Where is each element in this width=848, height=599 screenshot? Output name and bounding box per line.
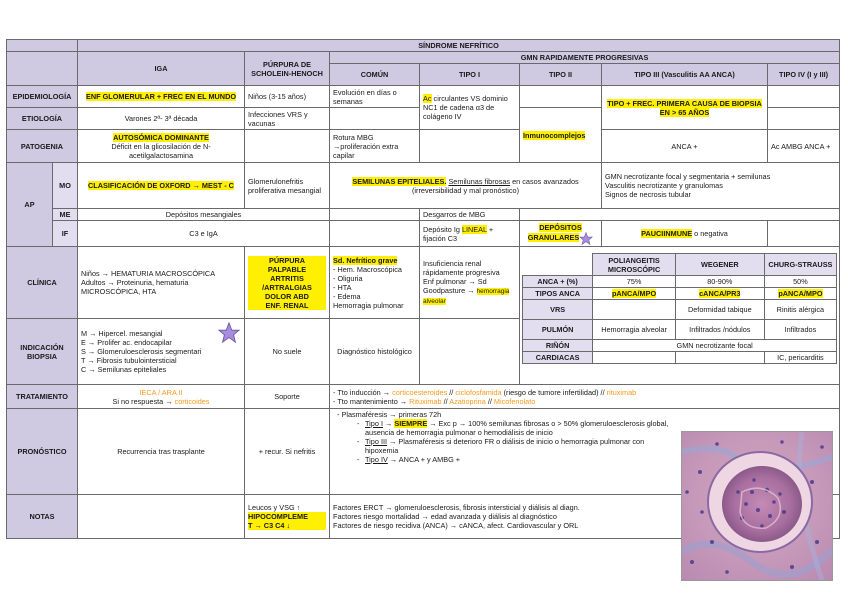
clin-comun: Sd. Nefrítico grave - Hem. Macroscópica - Oliguria - HTA - Edema Hemorragia pulmonar <box>330 247 420 319</box>
epi-tipo4 <box>768 86 840 108</box>
histology-image <box>681 431 833 581</box>
vasc-anca-churg: 50% <box>764 276 836 288</box>
etio-tipo4 <box>768 108 840 130</box>
if-tipo3: PAUCIINMUNE o negativa <box>602 221 768 247</box>
row-clinica: CLÍNICA <box>7 247 78 319</box>
vasc-vrs-weg: Deformidad tabique <box>675 300 764 320</box>
prono-gmn: - Plasmaféresis → primeras 72h - Tipo I → SIEMPRE → Exc p → 100% semilunas fibrosas o > 50% glomeruloesclerosis global, ausencia de hemorragia pulmonar o hemodiálisis de inicio - Tipo III → Plasmaféresis si deterioro FR o diálisis de inicio o hemorragia pulmonar con hipoxemia - Tipo IV → ANCA + y AMBG + <box>330 409 840 495</box>
vasc-corner <box>523 254 593 276</box>
vasc-vrs-poli <box>593 300 676 320</box>
clin-iga: Niños → HEMATURIA MACROSCÓPICA Adultos → Proteinuria, hematuria MICROSCÓPICA, HTA <box>78 247 245 319</box>
vasc-tipos-weg: cANCA/PR3 <box>675 288 764 300</box>
clin-tipo1: Insuficiencia renal rápidamente progresiva Enf pulmonar → Sd Goodpasture → hemorragia alveolar <box>420 247 520 319</box>
pato-tipo4: Ac AMBG ANCA + <box>768 130 840 163</box>
mo-comun: SEMILUNAS EPITELIALES. Semilunas fibrosas en casos avanzados (irreversibilidad y mal pronóstico) <box>330 163 602 209</box>
pato-tipo1 <box>420 130 520 163</box>
row-patogenia: PATOGENIA <box>7 130 78 163</box>
epi-tipo2 <box>520 86 602 108</box>
title-gmn: GMN RAPIDAMENTE PROGRESIVAS <box>330 52 840 64</box>
vasc-h-poli: POLIANGEITIS MICROSCÓPIC <box>593 254 676 276</box>
vasc-l-anca: ANCA + (%) <box>523 276 593 288</box>
vasc-h-weg: WEGENER <box>675 254 764 276</box>
star-icon <box>579 232 593 245</box>
col-tipo1: TIPO I <box>420 64 520 86</box>
mo-purpura: Glomerulonefritis proliferativa mesangial <box>245 163 330 209</box>
vasc-rinon: GMN necrotizante focal <box>593 340 837 352</box>
pato-purpura <box>245 130 330 163</box>
notas-iga <box>78 495 245 539</box>
vasc-pul-churg: Infiltrados <box>764 320 836 340</box>
if-comun <box>330 221 420 247</box>
col-comun: COMÚN <box>330 64 420 86</box>
trat-purpura: Soporte <box>245 385 330 409</box>
trat-gmn: - Tto inducción → corticoesteroides // ciclofosfamida (riesgo de tumore infertilidad) // rituximab - Tto mantenimiento → Rituximab // Azatioprina // Micofenolato <box>330 385 840 409</box>
vasc-pul-poli: Hemorragia alveolar <box>593 320 676 340</box>
me-comun <box>330 209 420 221</box>
me-iga: Depósitos mesangiales <box>78 209 330 221</box>
vasc-anca-weg: 80-90% <box>675 276 764 288</box>
vasc-l-vrs: VRS <box>523 300 593 320</box>
col-tipo3: TIPO III (Vasculitis AA ANCA) <box>602 64 768 86</box>
biopsia-iga: M → Hipercel. mesangial E → Prolifer ac. endocapilar S → Glomeruloesclerosis segmentari T → Fibrosis tubulointersticial C → Semilunas epiteliales <box>78 319 245 385</box>
etio-comun <box>330 108 420 130</box>
col-tipo4: TIPO IV (I y III) <box>768 64 840 86</box>
col-purpura: PÚRPURA DE SCHOLEIN-HENOCH <box>245 52 330 86</box>
etio-iga: Varones 2ª- 3ª década <box>78 108 245 130</box>
col-tipo2: TIPO II <box>520 64 602 86</box>
vasc-vrs-churg: Rinitis alérgica <box>764 300 836 320</box>
pato-tipo3: ANCA + <box>602 130 768 163</box>
vasc-h-churg: CHURG-STRAUSS <box>764 254 836 276</box>
etio-tipo2: Inmunocomplejos <box>520 108 602 163</box>
etio-tipo1: Ac circulantes VS dominio NC1 de cadena α3 de colágeno IV <box>420 86 520 130</box>
prono-iga: Recurrencia tras trasplante <box>78 409 245 495</box>
biopsia-tipo1 <box>420 319 520 385</box>
row-etiologia: ETIOLOGÍA <box>7 108 78 130</box>
if-tipo1: Depósito Ig LINEAL + fijación C3 <box>420 221 520 247</box>
vasc-tipos-poli: pANCA/MPO <box>593 288 676 300</box>
notas-purpura: Leucos y VSG ↑ HIPOCOMPLEME T → C3 C4 ↓ <box>245 495 330 539</box>
vasc-card-poli <box>593 352 676 364</box>
vasc-l-tipos: TIPOS ANCA <box>523 288 593 300</box>
if-tipo2: DEPÓSITOS GRANULARES <box>520 221 602 247</box>
row-ap: AP <box>7 163 53 247</box>
vasculitis-table <box>522 253 837 364</box>
epi-iga: ENF GLOMERULAR + FREC EN EL MUNDO <box>78 86 245 108</box>
corner-cell <box>7 40 78 52</box>
mo-iga: CLASIFICACIÓN DE OXFORD → MEST - C <box>78 163 245 209</box>
biopsia-comun: Diagnóstico histológico <box>330 319 420 385</box>
prono-list <box>333 419 677 464</box>
me-tipo1: Desgarros de MBG <box>420 209 520 221</box>
title-sindrome: SÍNDROME NEFRÍTICO <box>78 40 840 52</box>
prono-tipo1: - Tipo I → SIEMPRE → Exc p → 100% semilunas fibrosas o > 50% glomeruloesclerosis global, ausencia de hemorragia pulmonar o hemodiálisis de inicio <box>365 419 677 437</box>
row-mo: MO <box>53 163 78 209</box>
row-indicacion: INDICACIÓN BIOPSIA <box>7 319 78 385</box>
vasc-l-card: CARDIACAS <box>523 352 593 364</box>
prono-tipo4: - Tipo IV → ANCA + y AMBG + <box>365 455 677 464</box>
prono-purpura: + recur. Si nefritis <box>245 409 330 495</box>
if-iga: C3 e IgA <box>78 221 330 247</box>
vasc-card-churg: IC, pericarditis <box>764 352 836 364</box>
star-icon <box>218 322 240 343</box>
mo-tipo3: GMN necrotizante focal y segmentaria + semilunas Vasculitis necrotizante y granulomas Signos de necrosis tubular <box>602 163 840 209</box>
clin-purpura: PÚRPURA PALPABLE ARTRITIS /ARTRALGIAS DOLOR ABD ENF. RENAL <box>245 247 330 319</box>
col-iga: IGA <box>78 52 245 86</box>
etio-purpura: Infecciones VRS y vacunas <box>245 108 330 130</box>
vasc-card-weg <box>675 352 764 364</box>
pato-iga: AUTOSÓMICA DOMINANTE Déficit en la glicosilación de N-acetilgalactosamina <box>78 130 245 163</box>
if-tipo4 <box>768 221 840 247</box>
epi-purpura: Niños (3-15 años) <box>245 86 330 108</box>
biopsia-purpura: No suele <box>245 319 330 385</box>
row-epidemiologia: EPIDEMIOLOGÍA <box>7 86 78 108</box>
row-pronostico: PRONÓSTICO <box>7 409 78 495</box>
row-tratamiento: TRATAMIENTO <box>7 385 78 409</box>
epi-comun: Evolución en días o semanas <box>330 86 420 108</box>
vasc-l-pulmon: PULMÓN <box>523 320 593 340</box>
glomerulus-micrograph <box>682 432 832 580</box>
vasc-tipos-churg: pANCA/MPO <box>764 288 836 300</box>
vasc-anca-poli: 75% <box>593 276 676 288</box>
notas-gmn: Factores ERCT → glomeruloesclerosis, fibrosis intersticial y diálisis al diagn. Factores riesgo mortalidad → edad avanzada y diálisis al diagnóstico Factores de riesgo recidiva (ANCA) → cANCA, afect. Cardiovascular y ORL <box>330 495 840 539</box>
corner-cell-2 <box>7 52 78 86</box>
vasculitis-cell <box>520 247 840 385</box>
epi-tipo3: TIPO + FREC. PRIMERA CAUSA DE BIOPSIA EN > 65 AÑOS <box>602 86 768 130</box>
prono-tipo3: - Tipo III → Plasmaféresis si deterioro FR o diálisis de inicio o hemorragia pulmonar con hipoxemia <box>365 437 677 455</box>
row-me: ME <box>53 209 78 221</box>
row-if: IF <box>53 221 78 247</box>
vasc-l-rinon: RIÑÓN <box>523 340 593 352</box>
me-rest <box>520 209 840 221</box>
row-notas: NOTAS <box>7 495 78 539</box>
pato-comun: Rotura MBG →proliferación extra capilar <box>330 130 420 163</box>
vasc-pul-weg: Infiltrados /nódulos <box>675 320 764 340</box>
trat-iga: IECA / ARA II Si no respuesta → corticoides <box>78 385 245 409</box>
